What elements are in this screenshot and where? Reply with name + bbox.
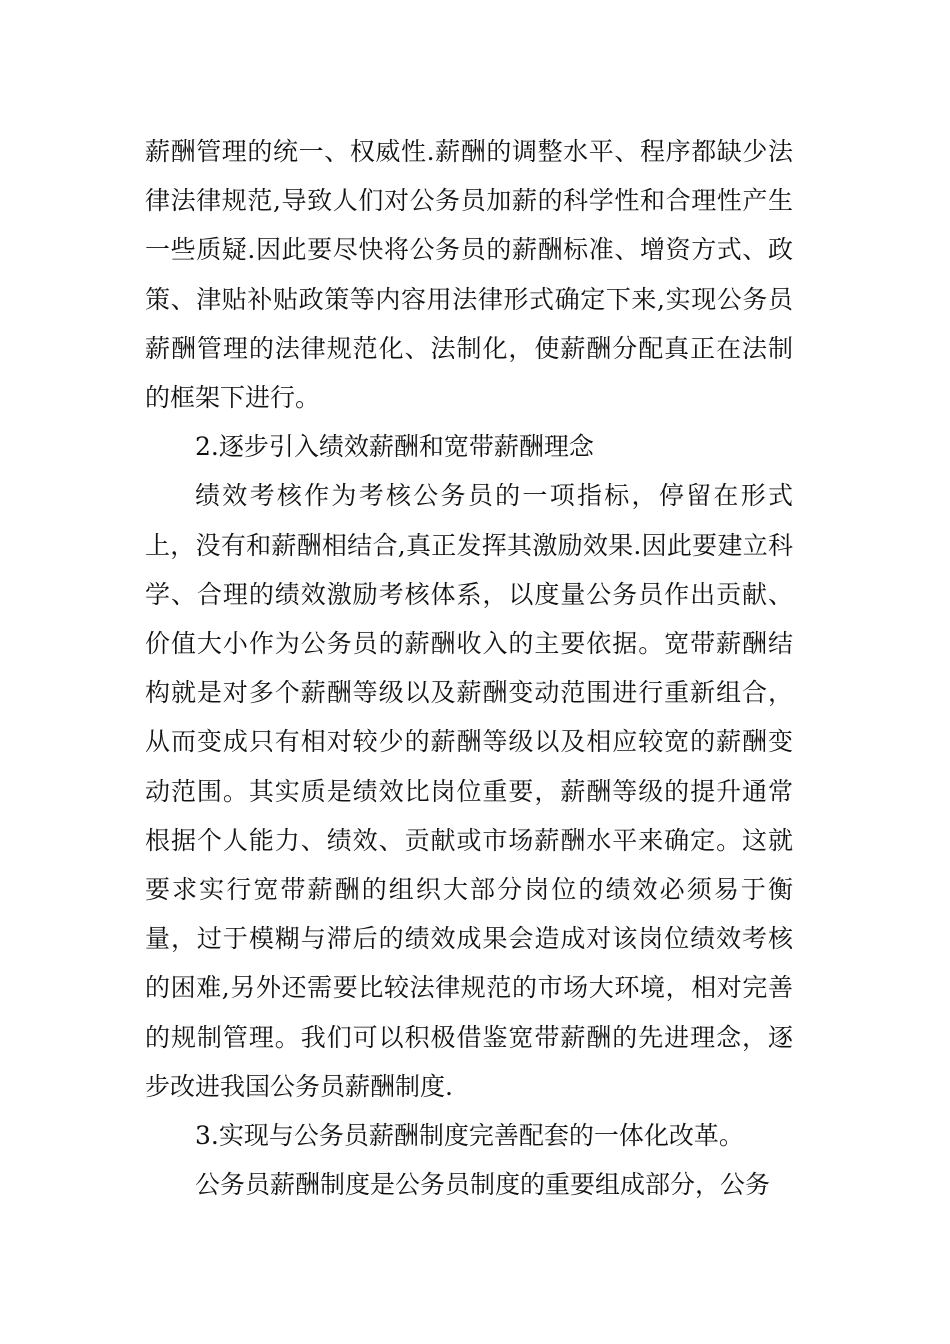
section-heading-3: 3.实现与公务员薪酬制度完善配套的一体化改革。 — [195, 1121, 744, 1151]
paragraph-continuation: 薪酬管理的统一、权威性.薪酬的调整水平、程序都缺少法律法律规范,导致人们对公务员加薪的科学性和合理性产生一些质疑.因此要尽快将公务员的薪酬标准、增资方式、政策、津贴补贴政策等内容用法律形式确定下来,实现公务员薪酬管理的法律规范化、法制化，使薪酬分配真正在法制的框架下进行。 — [145, 137, 793, 413]
paragraph-performance-pay: 绩效考核作为考核公务员的一项指标，停留在形式上，没有和薪酬相结合,真正发挥其激励效果.因此要建立科学、合理的绩效激励考核体系，以度量公务员作出贡献、价值大小作为公务员的薪酬收入的主要依据。宽带薪酬结构就是对多个薪酬等级以及薪酬变动范围进行重新组合，从而变成只有相对较少的薪酬等级以及相应较宽的薪酬变动范围。其实质是绩效比岗位重要，薪酬等级的提升通常根据个人能力、绩效、贡献或市场薪酬水平来确定。这就要求实行宽带薪酬的组织大部分岗位的绩效必须易于衡量，过于模糊与滞后的绩效成果会造成对该岗位绩效考核的困难,另外还需要比较法律规范的市场大环境，相对完善的规制管理。我们可以积极借鉴宽带薪酬的先进理念，逐步改进我国公务员薪酬制度. — [145, 481, 793, 1101]
paragraph-salary-system: 公务员薪酬制度是公务员制度的重要组成部分，公务 — [195, 1170, 771, 1200]
document-body — [145, 127, 793, 1209]
section-heading-2: 2.逐步引入绩效薪酬和宽带薪酬理念 — [195, 432, 594, 462]
